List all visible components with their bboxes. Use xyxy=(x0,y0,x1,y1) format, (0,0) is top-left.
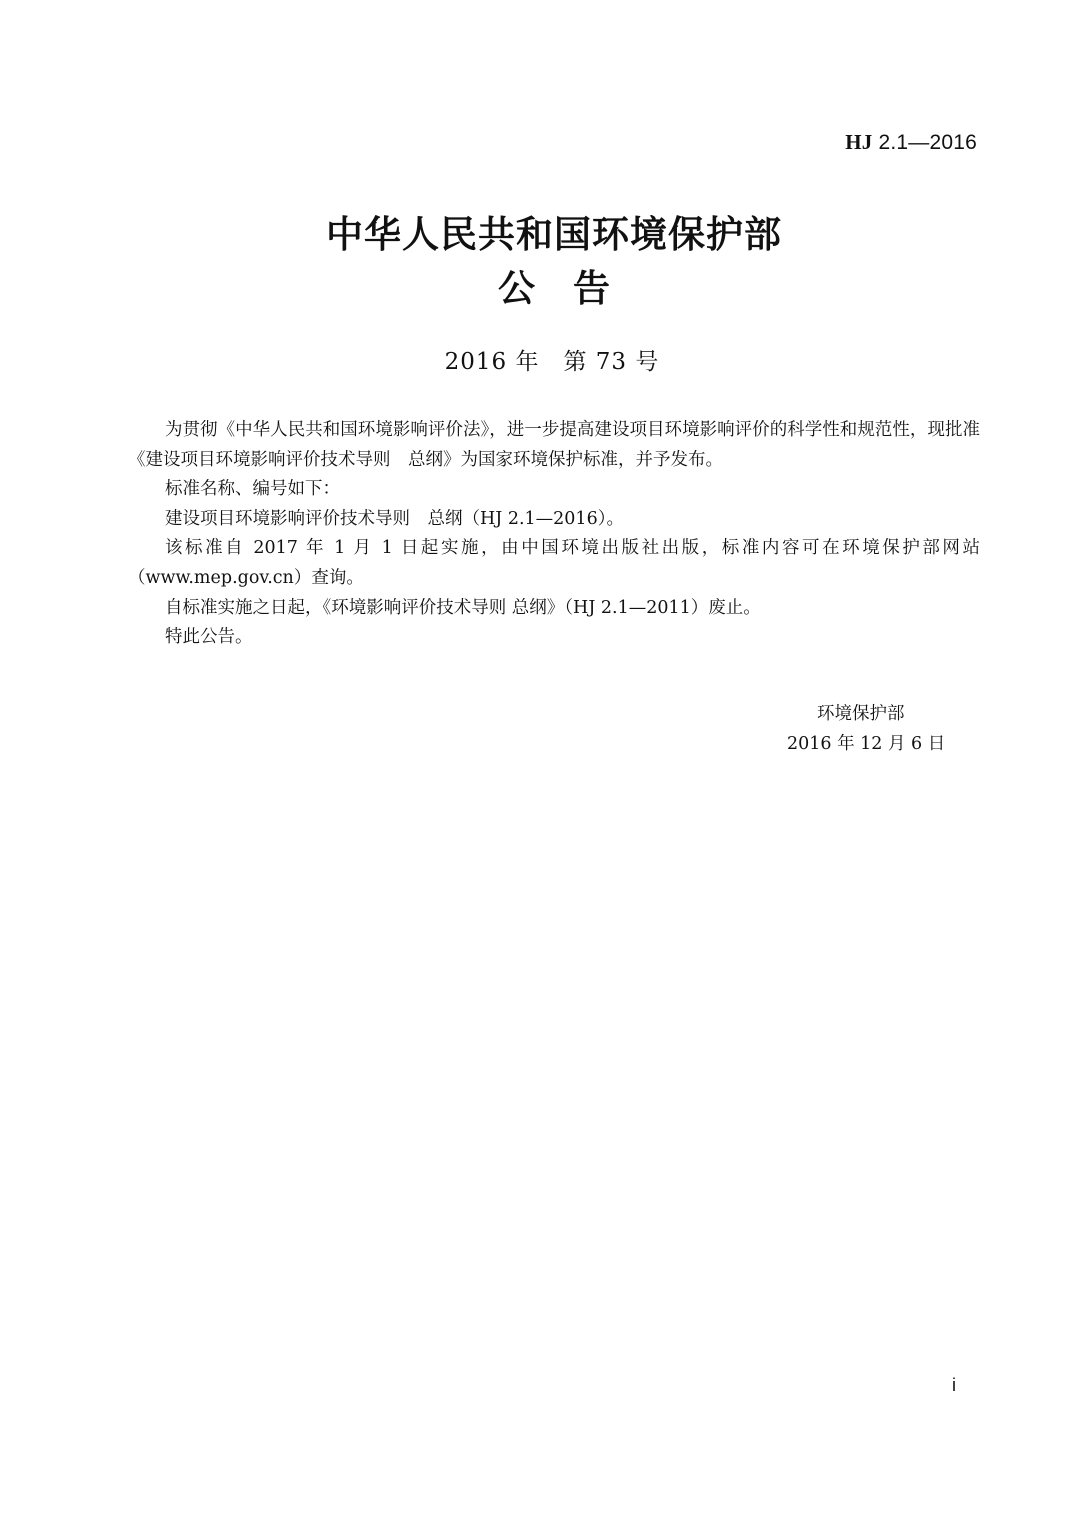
notice-title: 公告 xyxy=(498,266,648,310)
standard-code-prefix: HJ xyxy=(845,130,873,154)
paragraph-standard-name: 建设项目环境影响评价技术导则 总纲（HJ 2.1—2016）。 xyxy=(165,508,624,529)
standard-code-number: 2.1—2016 xyxy=(878,131,977,154)
standard-code xyxy=(845,130,977,155)
signature-block xyxy=(760,700,970,759)
paragraph-purpose: 为贯彻《中华人民共和国环境影响评价法》，进一步提高建设项目环境影响评价的科学性和规范性，现批准《建设项目环境影响评价技术导则 总纲》为国家环境保护标准，并予发布。 xyxy=(128,420,980,470)
page-number: i xyxy=(952,1375,956,1395)
paragraph-repeal: 自标准实施之日起，《环境影响评价技术导则 总纲》（HJ 2.1—2011）废止。 xyxy=(165,597,761,618)
paragraph-closing: 特此公告。 xyxy=(165,627,253,648)
paragraph-effective-date: 该标准自 2017 年 1 月 1 日起实施，由中国环境出版社出版，标准内容可在环境保护部网站（www.mep.gov.cn）查询。 xyxy=(128,538,980,588)
title-block xyxy=(0,208,1080,314)
signature-date: 2016 年 12 月 6 日 xyxy=(787,733,946,754)
issue-number: 2016 年 第 73 号 xyxy=(444,349,660,375)
notice-body xyxy=(128,416,980,653)
paragraph-standard-intro: 标准名称、编号如下： xyxy=(165,479,340,500)
organization-title: 中华人民共和国环境保护部 xyxy=(326,212,782,256)
signature-organization: 环境保护部 xyxy=(817,704,905,724)
